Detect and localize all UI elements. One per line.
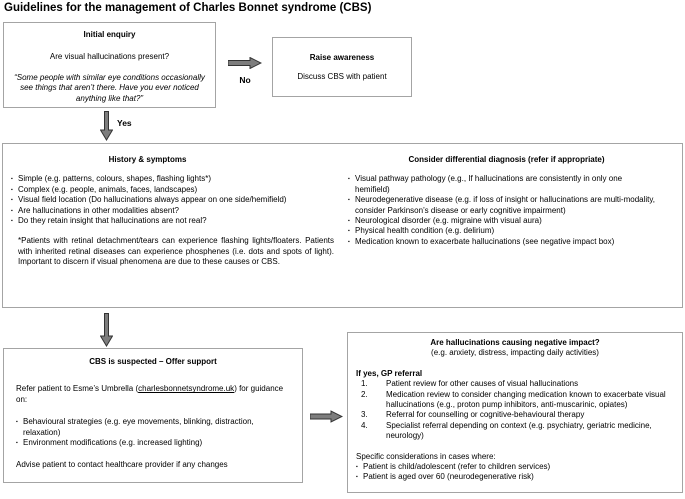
support-bullet: ▪ Behavioural strategies (e.g. eye movements, blinking, distraction, relaxation) <box>16 417 290 438</box>
initial-enquiry-box <box>3 22 216 108</box>
negative-impact-heading: Are hallucinations causing negative impact? <box>430 338 600 347</box>
differential-bullet-list <box>348 174 658 247</box>
differential-heading: Consider differential diagnosis (refer if appropriate) <box>408 155 605 164</box>
no-branch <box>228 56 262 85</box>
differential-bullet: ▪ Physical health condition (e.g. delirium) <box>348 226 658 236</box>
support-intro-tail: ) for guidance on: <box>16 384 284 404</box>
differential-bullet: ▪ Neurological disorder (e.g. migraine with visual aura) <box>348 216 658 226</box>
negative-impact-box <box>347 332 683 493</box>
history-bullet: ▪ Visual field location (Do hallucinations always appear on one side/hemifield) <box>11 195 334 205</box>
support-heading: CBS is suspected – Offer support <box>89 357 217 366</box>
no-label: No <box>239 75 251 85</box>
impact-branch <box>310 410 343 428</box>
gp-referral-heading: If yes, GP referral <box>356 368 423 378</box>
gp-referral-steps <box>356 379 674 441</box>
initial-enquiry-question: Are visual hallucinations present? <box>49 52 170 62</box>
arrow-right-icon <box>310 410 343 423</box>
history-heading: History & symptoms <box>108 155 187 164</box>
esmes-umbrella-link[interactable]: charlesbonnetsyndrome.uk <box>138 384 235 394</box>
arrow-right-icon <box>228 57 262 69</box>
differential-bullet: ▪ Medication known to exacerbate hallucinations (see negative impact box) <box>348 237 658 247</box>
consideration-bullet: ▪ Patient is aged over 60 (neurodegenerative risk) <box>356 472 674 482</box>
support-intro <box>16 384 290 405</box>
considerations-heading: Specific considerations in cases where: <box>356 451 496 461</box>
negative-impact-subheading: (e.g. anxiety, distress, impacting daily activities) <box>431 348 599 358</box>
support-outro: Advise patient to contact healthcare provider if any changes <box>16 460 228 470</box>
support-intro-text: Refer patient to Esme’s Umbrella ( <box>16 384 139 394</box>
considerations-list <box>356 462 674 483</box>
page-title: Guidelines for the management of Charles Bonnet syndrome (CBS) <box>4 2 372 14</box>
raise-awareness-body: Discuss CBS with patient <box>297 72 387 82</box>
history-differential-box <box>2 143 683 308</box>
arrow-down-icon <box>100 313 113 347</box>
raise-awareness-box <box>272 37 412 97</box>
referral-step: 2. Medication review to consider changing medication known to exacerbate visual hallucinations (e.g., proton pump inhibitors, anti-muscarinic, opiates) <box>361 389 666 410</box>
referral-step: 1. Patient review for other causes of visual hallucinations <box>361 379 579 389</box>
arrow-down-icon <box>100 111 113 141</box>
history-footnote: *Patients with retinal detachment/tears can experience flashing lights/floaters. Patients with inherited retinal diseases can experience phosphenes (i.e. dots and spots of light). Important to discern if visual phenomena are due to these causes or CBS. <box>18 236 334 267</box>
history-bullet: ▪ Simple (e.g. patterns, colours, shapes, flashing lights*) <box>11 174 334 184</box>
history-bullet: ▪ Are hallucinations in other modalities absent? <box>11 206 334 216</box>
differential-bullet: ▪ Neurodegenerative disease (e.g. if loss of insight or hallucinations are multi-modality, consider Parkinson’s disease or early cognitive impairment) <box>348 195 658 216</box>
initial-enquiry-heading: Initial enquiry <box>83 30 136 39</box>
history-bullet-list <box>11 174 334 226</box>
differential-column <box>344 144 682 247</box>
history-bullet: ▪ Do they retain insight that hallucinations are not real? <box>11 216 334 226</box>
yes-branch <box>100 111 132 146</box>
referral-step: 3. Referral for counselling or cognitive-behavioural therapy <box>361 410 585 420</box>
referral-step: 4. Specialist referral depending on context (e.g. psychiatry, geriatric medicine, neurology) <box>361 420 652 441</box>
history-column <box>3 144 344 268</box>
yes-label: Yes <box>117 118 132 128</box>
differential-bullet: ▪ Visual pathway pathology (e.g., If hallucinations are consistently in only one hemifield) <box>348 174 658 195</box>
support-bullet: ▪ Environment modifications (e.g. increased lighting) <box>16 438 290 448</box>
history-bullet: ▪ Complex (e.g. people, animals, faces, landscapes) <box>11 185 334 195</box>
initial-enquiry-quote: “Some people with similar eye conditions occasionally see things that aren’t there. Have you ever noticed anything like that?” <box>14 72 205 103</box>
support-bullet-list <box>16 417 290 448</box>
suspected-branch <box>100 313 113 352</box>
support-box <box>3 348 303 483</box>
raise-awareness-heading: Raise awareness <box>309 53 375 62</box>
consideration-bullet: ▪ Patient is child/adolescent (refer to children services) <box>356 462 674 472</box>
